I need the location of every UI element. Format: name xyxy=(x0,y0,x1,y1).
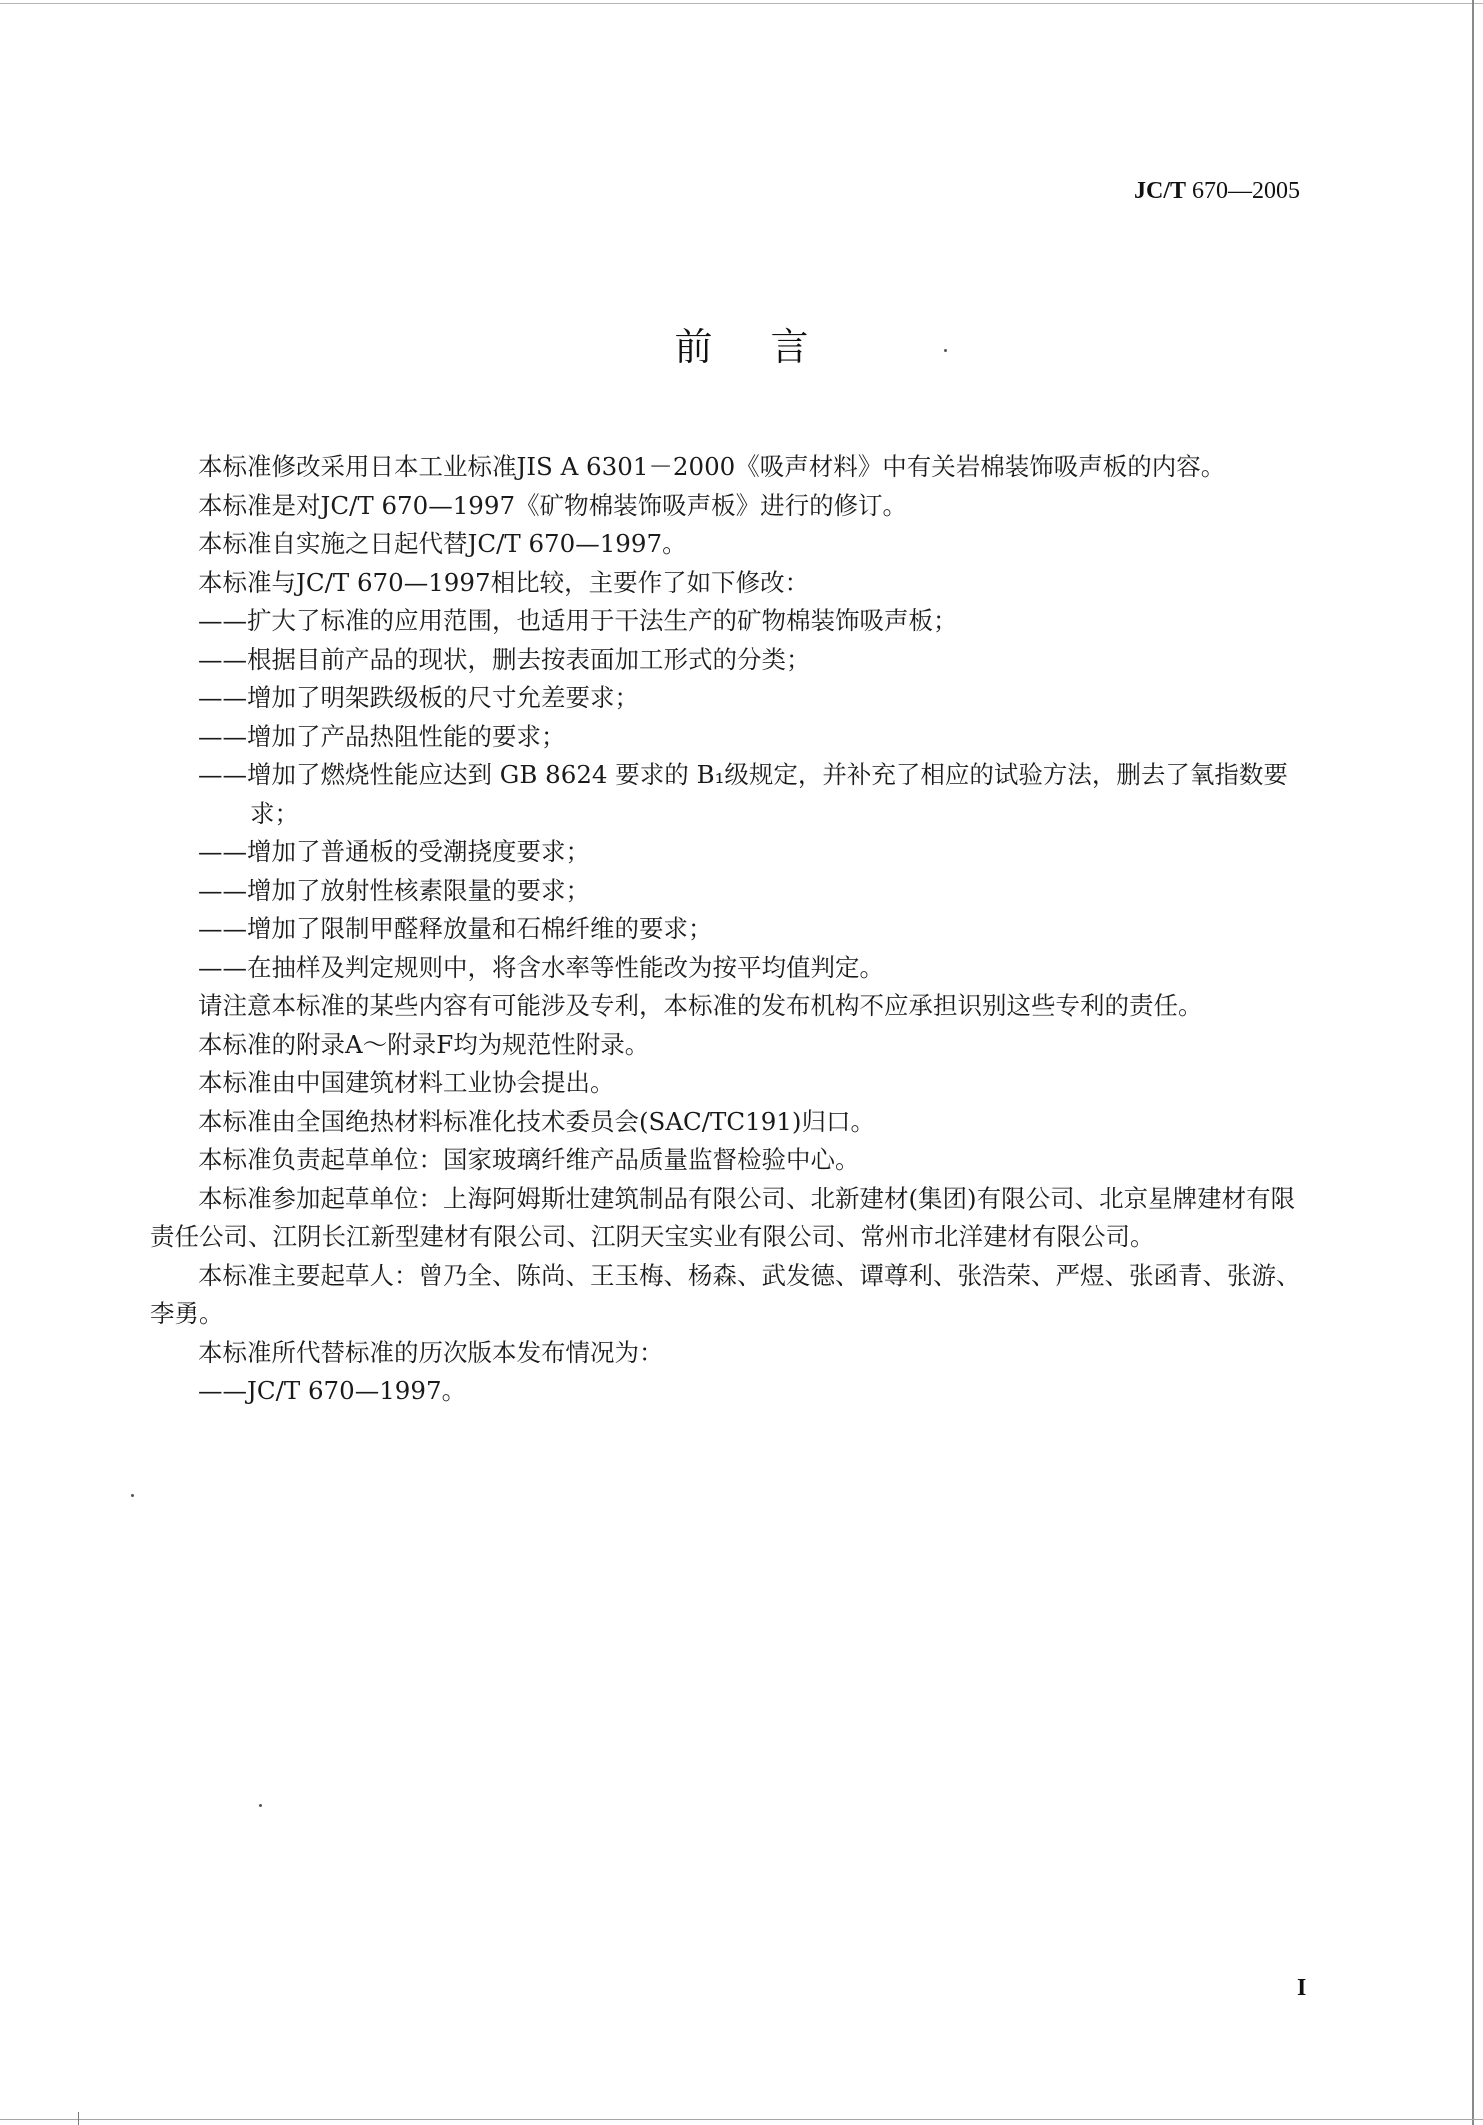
foreword-body xyxy=(150,448,1310,1411)
change-item: ——增加了明架跌级板的尺寸允差要求； xyxy=(198,683,639,712)
change-item: ——在抽样及判定规则中，将含水率等性能改为按平均值判定。 xyxy=(198,952,884,982)
scan-speck xyxy=(131,1494,134,1497)
paragraph: 本标准的附录A～附录F均为规范性附录。 xyxy=(198,1029,650,1059)
change-item: ——增加了限制甲醛释放量和石棉纤维的要求； xyxy=(198,914,713,943)
paragraph: 本标准负责起草单位：国家玻璃纤维产品质量监督检验中心。 xyxy=(198,1145,860,1174)
paragraph: 本标准主要起草人：曾乃全、陈尚、王玉梅、杨森、武发德、谭尊利、张浩荣、严煜、张函青、张游、李勇。 xyxy=(150,1260,1301,1328)
scan-top-edge xyxy=(0,3,1483,4)
paragraph: 本标准由全国绝热材料标准化技术委员会(SAC/TC191)归口。 xyxy=(198,1106,875,1136)
scan-speck xyxy=(259,1804,262,1807)
change-item: ——增加了产品热阻性能的要求； xyxy=(198,721,566,751)
scan-speck xyxy=(944,349,947,352)
paragraph: 本标准与JC/T 670—1997相比较，主要作了如下修改： xyxy=(198,567,810,597)
change-item: ——根据目前产品的现状，删去按表面加工形式的分类； xyxy=(198,644,811,674)
change-item: ——扩大了标准的应用范围，也适用于干法生产的矿物棉装饰吸声板； xyxy=(198,606,958,635)
paragraph: 本标准自实施之日起代替JC/T 670—1997。 xyxy=(198,529,687,558)
standard-code xyxy=(1134,178,1300,205)
change-item: ——增加了普通板的受潮挠度要求； xyxy=(198,837,590,866)
standard-prefix: JC/T xyxy=(1133,178,1186,204)
scan-bottom-tick xyxy=(78,2112,79,2125)
history-item: ——JC/T 670—1997。 xyxy=(198,1376,467,1405)
paragraph: 本标准参加起草单位：上海阿姆斯壮建筑制品有限公司、北新建材(集团)有限公司、北京星牌建材有限责任公司、江阴长江新型建材有限公司、江阴天宝实业有限公司、常州市北洋建材有限公司。 xyxy=(150,1183,1296,1251)
paragraph: 本标准修改采用日本工业标准JIS A 6301－2000《吸声材料》中有关岩棉装饰吸声板的内容。 xyxy=(198,452,1226,481)
page-title: 前言 xyxy=(674,325,867,369)
paragraph: 本标准所代替标准的历次版本发布情况为： xyxy=(198,1337,664,1367)
paragraph: 本标准是对JC/T 670—1997《矿物棉装饰吸声板》进行的修订。 xyxy=(198,490,908,520)
change-item: ——增加了燃烧性能应达到 GB 8624 要求的 B₁级规定，并补充了相应的试验方法，删去了氧指数要求； xyxy=(198,760,1288,828)
change-item: ——增加了放射性核素限量的要求； xyxy=(198,875,590,905)
scan-bottom-edge xyxy=(0,2119,1483,2120)
paragraph: 请注意本标准的某些内容有可能涉及专利，本标准的发布机构不应承担识别这些专利的责任。 xyxy=(198,991,1203,1020)
paragraph: 本标准由中国建筑材料工业协会提出。 xyxy=(198,1068,615,1097)
page-number: I xyxy=(1297,1975,1307,2001)
standard-number: 670—2005 xyxy=(1186,178,1300,204)
